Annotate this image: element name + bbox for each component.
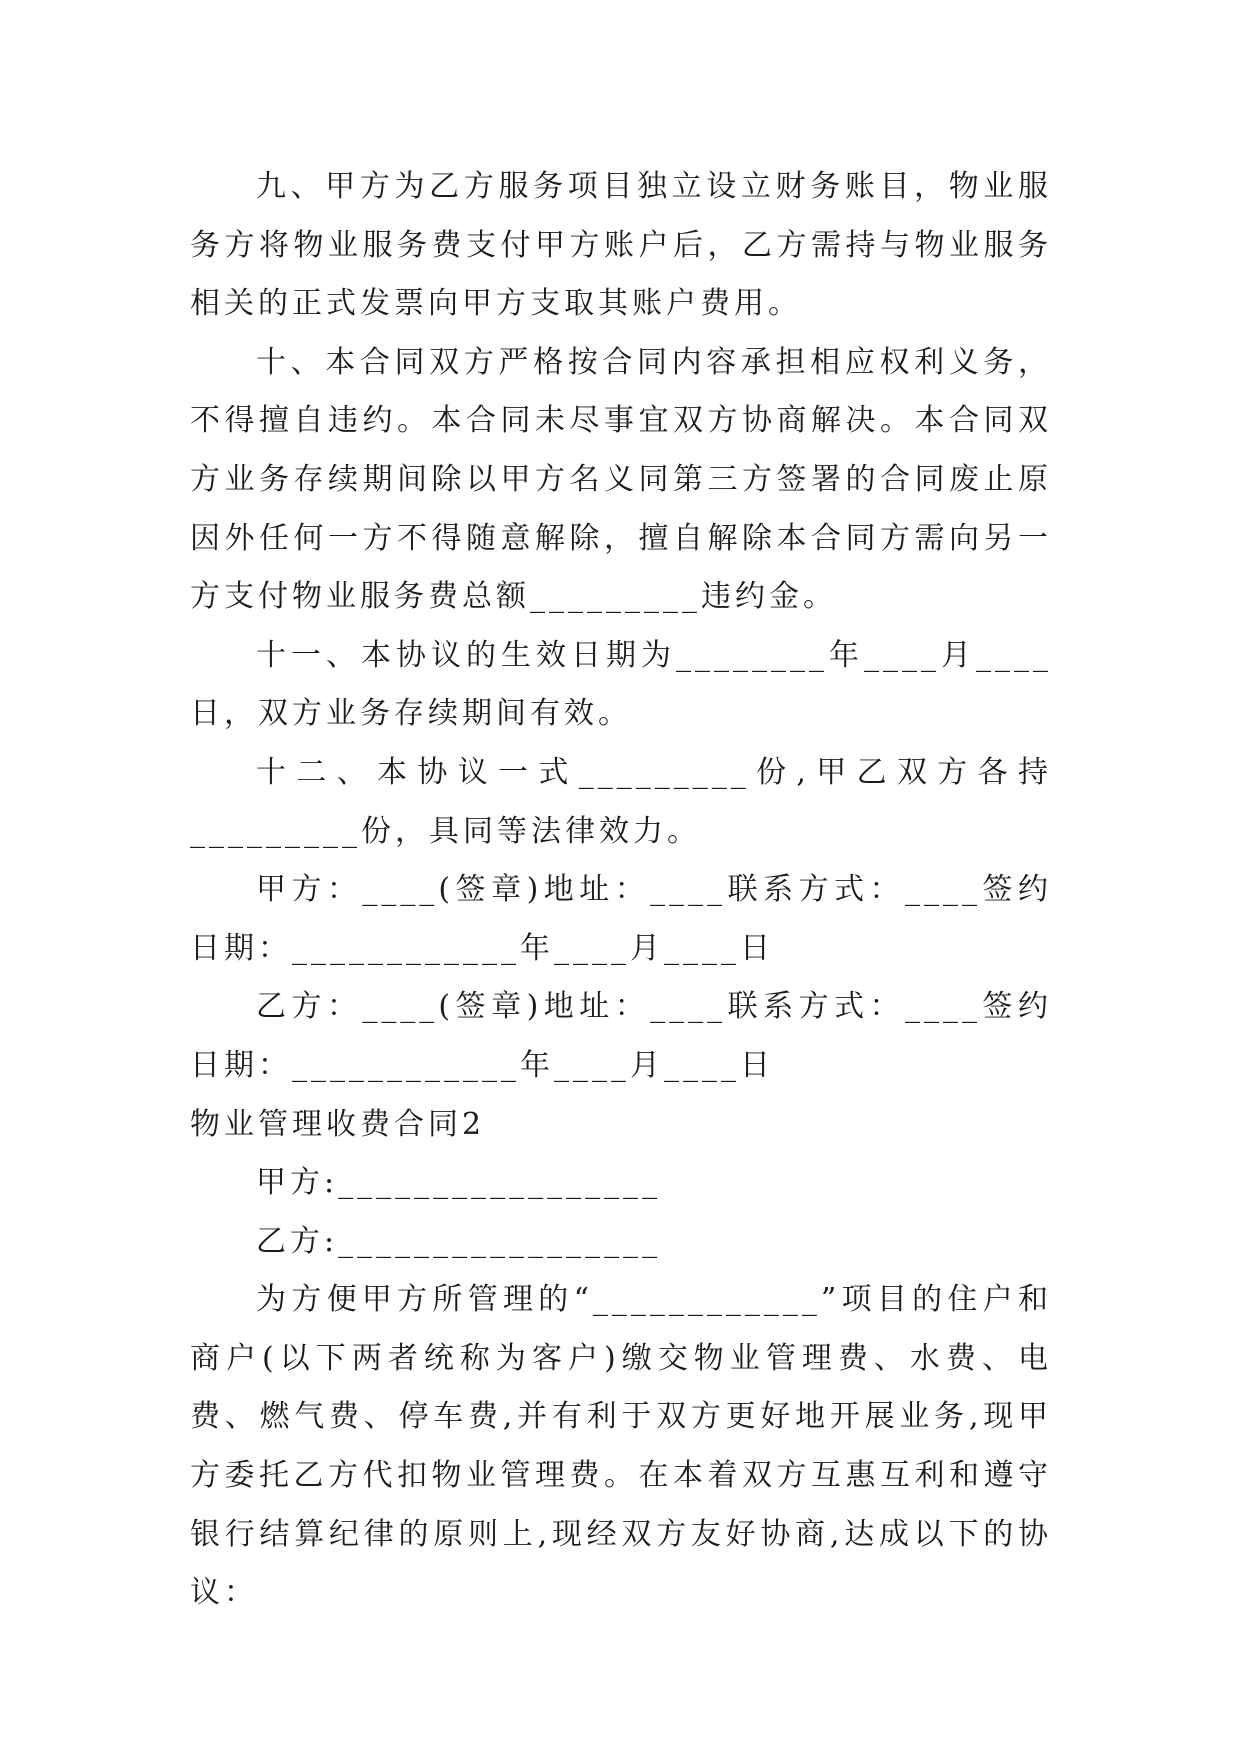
clause-11-paragraph: 十一、本协议的生效日期为________年____月____日，双方业务存续期间有效。 [190, 637, 1052, 732]
document-body [190, 158, 1052, 1623]
party-b-signature-line: 乙方：____(签章)地址：____联系方式：____签约日期：____________年____月____日 [190, 989, 1052, 1083]
clause-9-paragraph: 九、甲方为乙方服务项目独立设立财务账目，物业服务方将物业服务费支付甲方账户后，乙方需持与物业服务相关的正式发票向甲方支取其账户费用。 [190, 169, 1052, 322]
preamble-paragraph: 为方便甲方所管理的“____________”项目的住户和商户(以下两者统称为客户)缴交物业管理费、水费、电费、燃气费、停车费,并有利于双方更好地开展业务,现甲方委托乙方代扣物业管理费。在本着双方互惠互利和遵守银行结算纪律的原则上,现经双方友好协商,达成以下的协议： [190, 1282, 1052, 1611]
clause-10-paragraph: 十、本合同双方严格按合同内容承担相应权利义务，不得擅自违约。本合同未尽事宜双方协商解决。本合同双方业务存续期间除以甲方名义同第三方签署的合同废止原因外任何一方不得随意解除，擅自解除本合同方需向另一方支付物业服务费总额_________违约金。 [190, 344, 1052, 615]
party-a-field: 甲方:_________________ [256, 1165, 662, 1201]
party-a-signature-line: 甲方：____(签章)地址：____联系方式：____签约日期：____________年____月____日 [190, 872, 1052, 966]
contract-2-title: 物业管理收费合同2 [190, 1106, 486, 1142]
clause-12-paragraph: 十二、本协议一式_________份,甲乙双方各持_________份，具同等法律效力。 [190, 754, 1052, 849]
party-b-field: 乙方:_________________ [256, 1223, 662, 1259]
